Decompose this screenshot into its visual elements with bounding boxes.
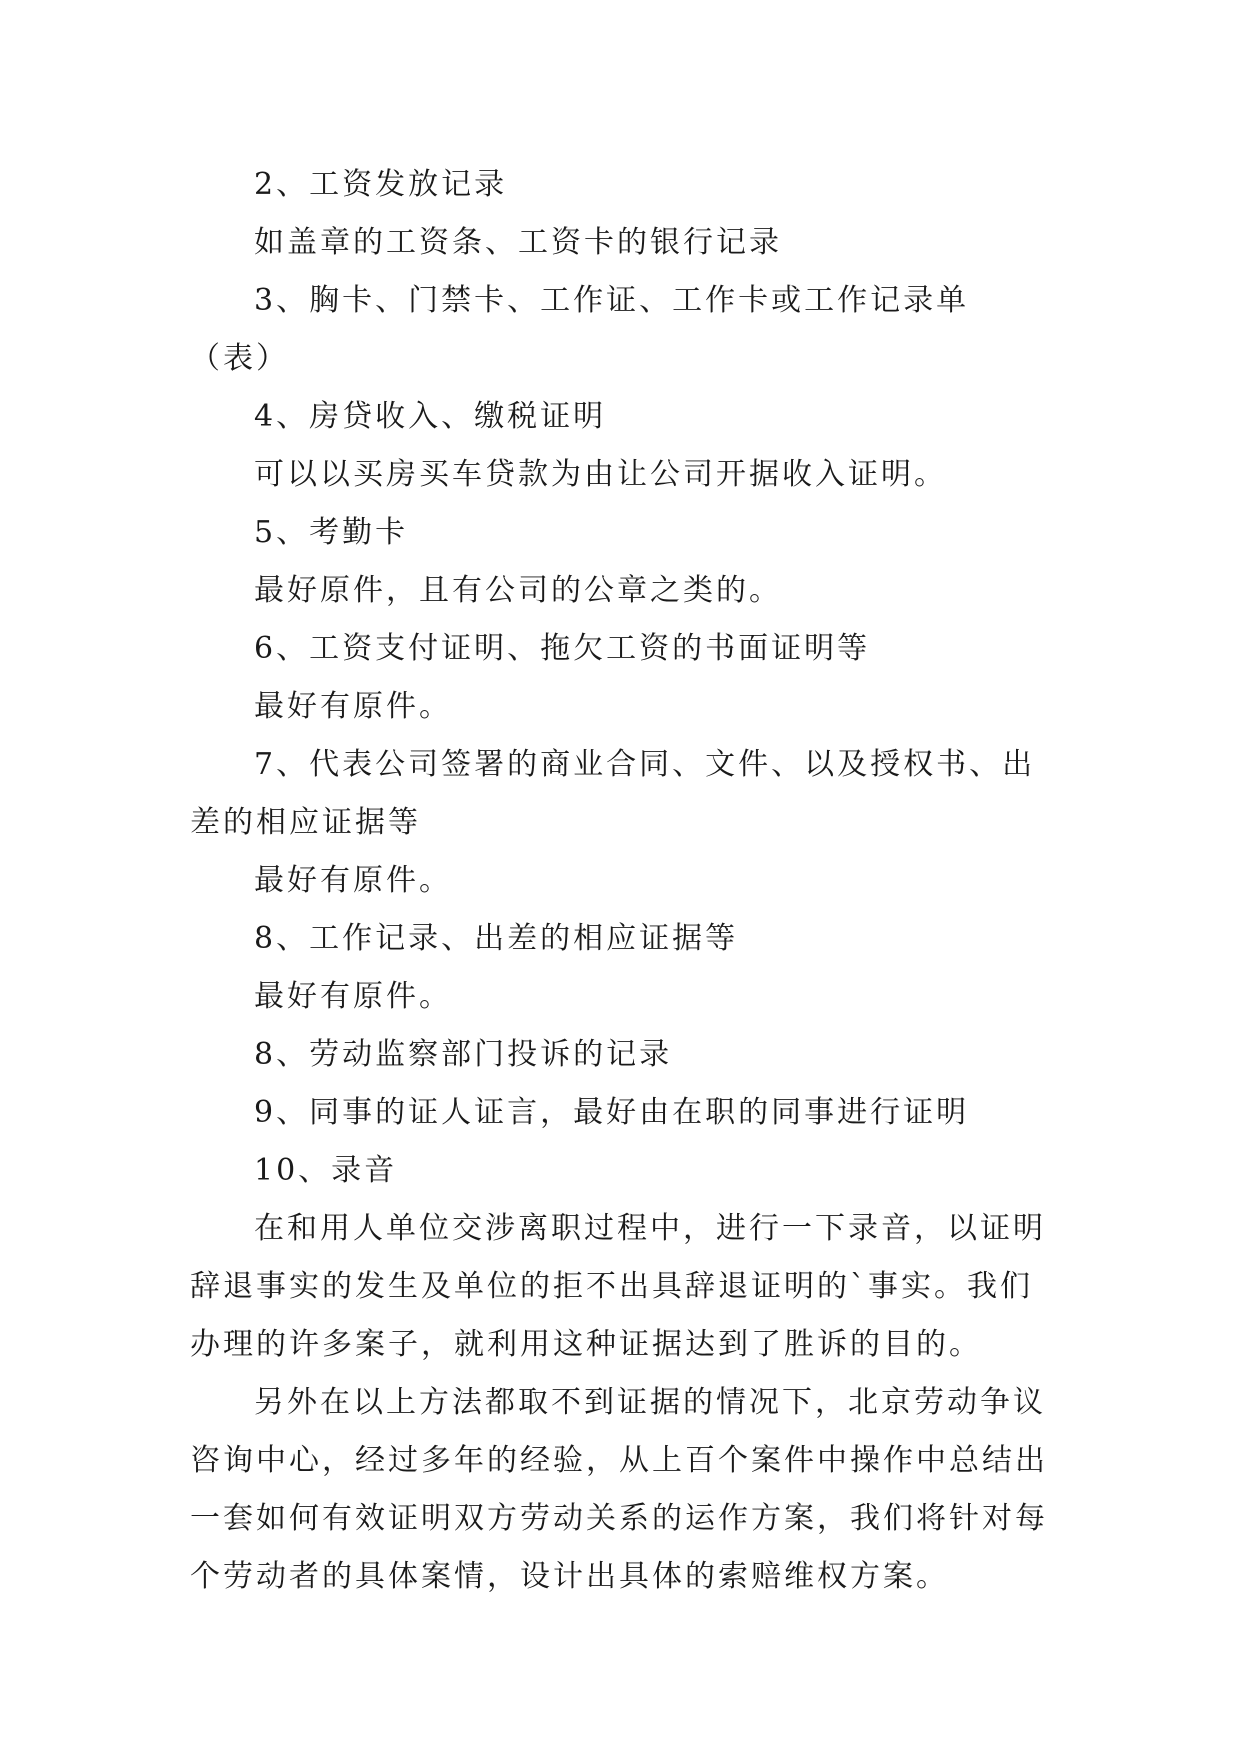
paragraph-item-5-detail: 最好原件，且有公司的公章之类的。: [254, 573, 782, 608]
paragraph-item-4-heading: 4、房贷收入、缴税证明: [254, 399, 607, 434]
paragraph-item-4-detail: 可以以买房买车贷款为由让公司开据收入证明。: [254, 457, 947, 492]
paragraph-recording-detail: 在和用人单位交涉离职过程中，进行一下录音，以证明辞退事实的发生及单位的拒不出具辞退证明的`事实。我们办理的许多案子，就利用这种证据达到了胜诉的目的。: [190, 1211, 1046, 1362]
paragraph-item-2-heading: 2、工资发放记录: [254, 167, 508, 202]
paragraph-item-3-heading: 3、胸卡、门禁卡、工作证、工作卡或工作记录单（表）: [190, 283, 970, 376]
paragraph-item-7-detail: 最好有原件。: [254, 863, 452, 898]
paragraph-item-5-heading: 5、考勤卡: [254, 515, 409, 550]
paragraph-item-8a-heading: 8、工作记录、出差的相应证据等: [254, 921, 739, 956]
paragraph-item-6-detail: 最好有原件。: [254, 689, 452, 724]
document-body: [190, 156, 1050, 1606]
paragraph-item-6-heading: 6、工资支付证明、拖欠工资的书面证明等: [254, 631, 871, 666]
paragraph-item-9-heading: 9、同事的证人证言，最好由在职的同事进行证明: [254, 1095, 970, 1130]
paragraph-item-10-heading: 10、录音: [254, 1153, 398, 1188]
paragraph-item-8a-detail: 最好有原件。: [254, 979, 452, 1014]
paragraph-closing: 另外在以上方法都取不到证据的情况下，北京劳动争议咨询中心，经过多年的经验，从上百个案件中操作中总结出一套如何有效证明双方劳动关系的运作方案，我们将针对每个劳动者的具体案情，设计出具体的索赔维权方案。: [190, 1385, 1048, 1594]
paragraph-item-8b-heading: 8、劳动监察部门投诉的记录: [254, 1037, 673, 1072]
paragraph-item-2-detail: 如盖章的工资条、工资卡的银行记录: [254, 225, 782, 260]
paragraph-item-7-heading: 7、代表公司签署的商业合同、文件、以及授权书、出差的相应证据等: [190, 747, 1036, 840]
